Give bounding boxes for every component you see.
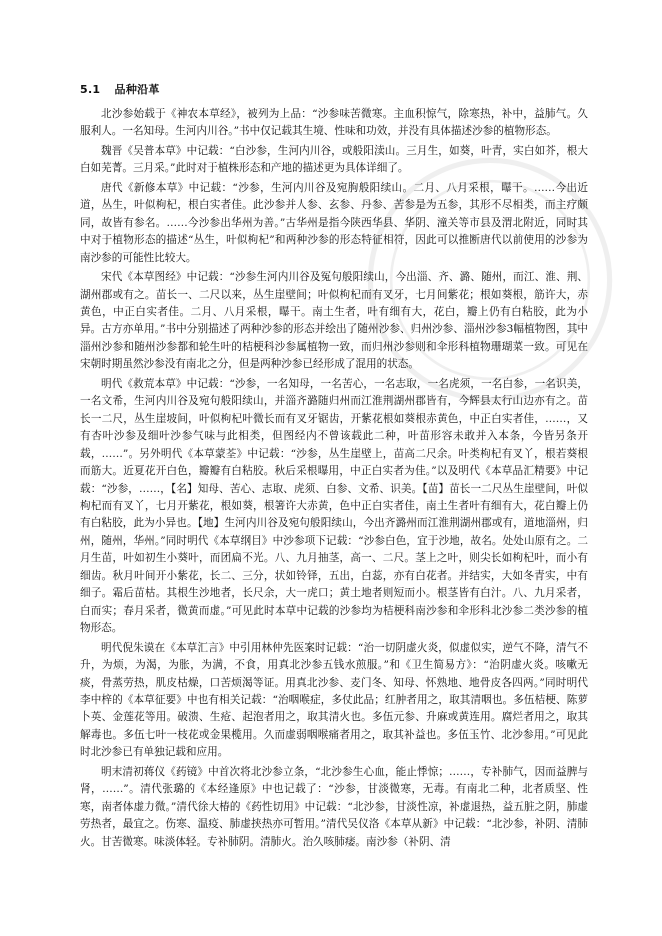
paragraph-xinxiu: 唐代《新修本草》中记载：“沙参，生河内川谷及宛朐般阳续山。二月、八月采根，曝干。……今出近道，丛生，叶似枸杞，根白实者佳。此沙参并人参、玄参、丹参、苦参是为五参，其形不尽相类，而主疗颇同，故皆有参名。……今沙参出华州为善。”古华州是指今陕西华县、华阴、潼关等市县及渭北附近，同时其中对于植物形态的描述“丛生，叶似枸杞”和两种沙参的形态特征相符，因此可以推断唐代以前使用的沙参为南沙参的可能性比较大。 (80, 181, 588, 264)
section-body (80, 106, 588, 851)
paragraph-tujing: 宋代《本草图经》中记载：“沙参生河内川谷及冤句般阳续山，今出淄、齐、潞、随州，而江、淮、荆、湖州郡或有之。苗长一、二尺以来，丛生崖壁间；叶似枸杞而有叉牙，七月间紫花；根如葵根，筋许大，赤黄色，中正白实者佳。二月、八月采根，曝干。南土生者，叶有细有大，花白，瓣上仍有白粘胶，此为小异。古方亦单用。”书中分别描述了两种沙参的形态并绘出了随州沙参、归州沙参、淄州沙参3幅植物图，其中淄州沙参和随州沙参都和轮生叶的桔梗科沙参属植物一致，而归州沙参则和伞形科植物珊瑚菜一致。可见在宋朝时期虽然沙参没有南北之分，但是两种沙参已经形成了混用的状态。 (80, 271, 588, 371)
section-title: 品种沿革 (114, 83, 160, 96)
paragraph-qing-dynasty: 明末清初蒋仪《药镜》中首次将北沙参立条，“北沙参生心血，能止悸惊；……，专补肺气，因而益脾与肾，……”。清代张璐的《本经逢原》中也记载了：“沙参，甘淡微寒，无毒。有南北二种，北者质坚、性寒，南者体虚力微。”清代徐大椿的《药性切用》中记载：“北沙参，甘淡性凉，补虚退热，益五脏之阴，肺虚劳热者，最宜之。伤寒、温疫、肺虚挟热亦可暂用。”清代吴仪洛《本草从新》中记载：“北沙参，补阴、清肺火。甘苦微寒。味淡体轻。专补肺阴。清肺火。治久咳肺痿。南沙参（补阴、清 (80, 765, 588, 848)
paragraph-bencao-huiyan: 明代倪朱谟在《本草汇言》中引用林仲先医案时记载：“治一切阴虚火炎，似虚似实，逆气不降，清气不升，为烦，为渴，为胀，为满，不食，用真北沙参五钱水煎服。”和《卫生简易方》：“治阴虚火炎。咳嗽无痰，骨蒸劳热，肌皮枯燥，口苦烦渴等证。用真北沙参、麦门冬、知母、怀熟地、地骨皮各四两。”同时明代李中梓的《本草征要》中也有相关记载：“治咽喉症，多仗此品；红肿者用之，取其清咽也。多伍桔梗、陈萝卜英、金莲花等用。破溃、生疮、起泡者用之，取其清火也。多伍元参、升麻或黄连用。腐烂者用之，取其解毒也。多伍七叶一枝花或金果榄用。久而虚弱咽喉痛者用之，取其补益也。多伍玉竹、北沙参用。”可见此时北沙参已有单独记载和应用。 (80, 641, 588, 759)
section-number: 5.1 (80, 83, 101, 96)
paragraph-shennong: 北沙参始载于《神农本草经》，被列为上品：“沙参味苦微寒。主血积惊气，除寒热，补中，益肺气。久服利人。一名知母。生河内川谷。”书中仅记载其生境、性味和功效，并没有具体描述沙参的植物形态。 (80, 108, 588, 138)
paragraph-ming-dynasty: 明代《救荒本草》中记载：“沙参，一名知母，一名苦心，一名志取，一名虎须，一名白参，一名识美，一名文希，生河内川谷及宛句般阳续山，并淄齐潞随归州而江淮荆湖州郡皆有，今辉县太行山边亦有之。苗长一二尺，丛生崖坡间，叶似枸杞叶微长而有叉牙锯齿，开紫花根如葵根赤黄色，中正白实者佳，……，又有杏叶沙参及细叶沙参气味与此相类，但图经内不曾该载此二种，叶苗形容未敢并入本条，今皆另条开载，……”。另外明代《本草蒙荃》中记载：“沙参，丛生崖壁上，苗高二尺余。叶类枸杞有叉丫，根若葵根而筋大。近夏花开白色，瓣瓣有白粘胶。秋后采根曝用，中正白实者为佳。”以及明代《本草品汇精要》中记载：“沙参，……，【名】知母、苦心、志取、虎须、白参、文希、识美。【苗】苗长一二尺丛生崖壁间，叶似枸杞而有叉丫，七月开紫花，根如葵，根箸许大赤黄，色中正白实者佳，南土生者叶有细有大，花白瓣上仍有白粘胶，此为小异也。【地】生河内川谷及宛句般阳续山，今出齐潞州而江淮荆湖州郡或有，道地淄州，归州，随州，华州。”同时明代《本草纲目》中沙参项下记载：“沙参白色，宜于沙地，故名。处处山原有之。二月生苗，叶如初生小葵叶，而团扁不光。八、九月抽茎，高一、二尺。茎上之叶，则尖长如枸杞叶，而小有细齿。秋月叶间开小紫花，长二、三分，状如铃铎，五出，白蕊，亦有白花者。并结实，大如冬青实，中有细子。霜后苗枯。其根生沙地者，长尺余，大一虎口；黄土地者则短而小。根茎皆有白汁。八、九月采者，白而实；春月采者，微黄而虚。”可见此时本草中记载的沙参均为桔梗科南沙参和伞形科北沙参二类沙参的植物形态。 (80, 377, 588, 635)
paragraph-wupu: 魏晋《吴普本草》中记载：“白沙参，生河内川谷，或般阳渎山。三月生，如葵，叶青，实白如芥，根大白如芜菁。三月采。”此时对于植株形态和产地的描述更为具体详细了。 (80, 144, 588, 175)
section-heading (80, 81, 160, 97)
